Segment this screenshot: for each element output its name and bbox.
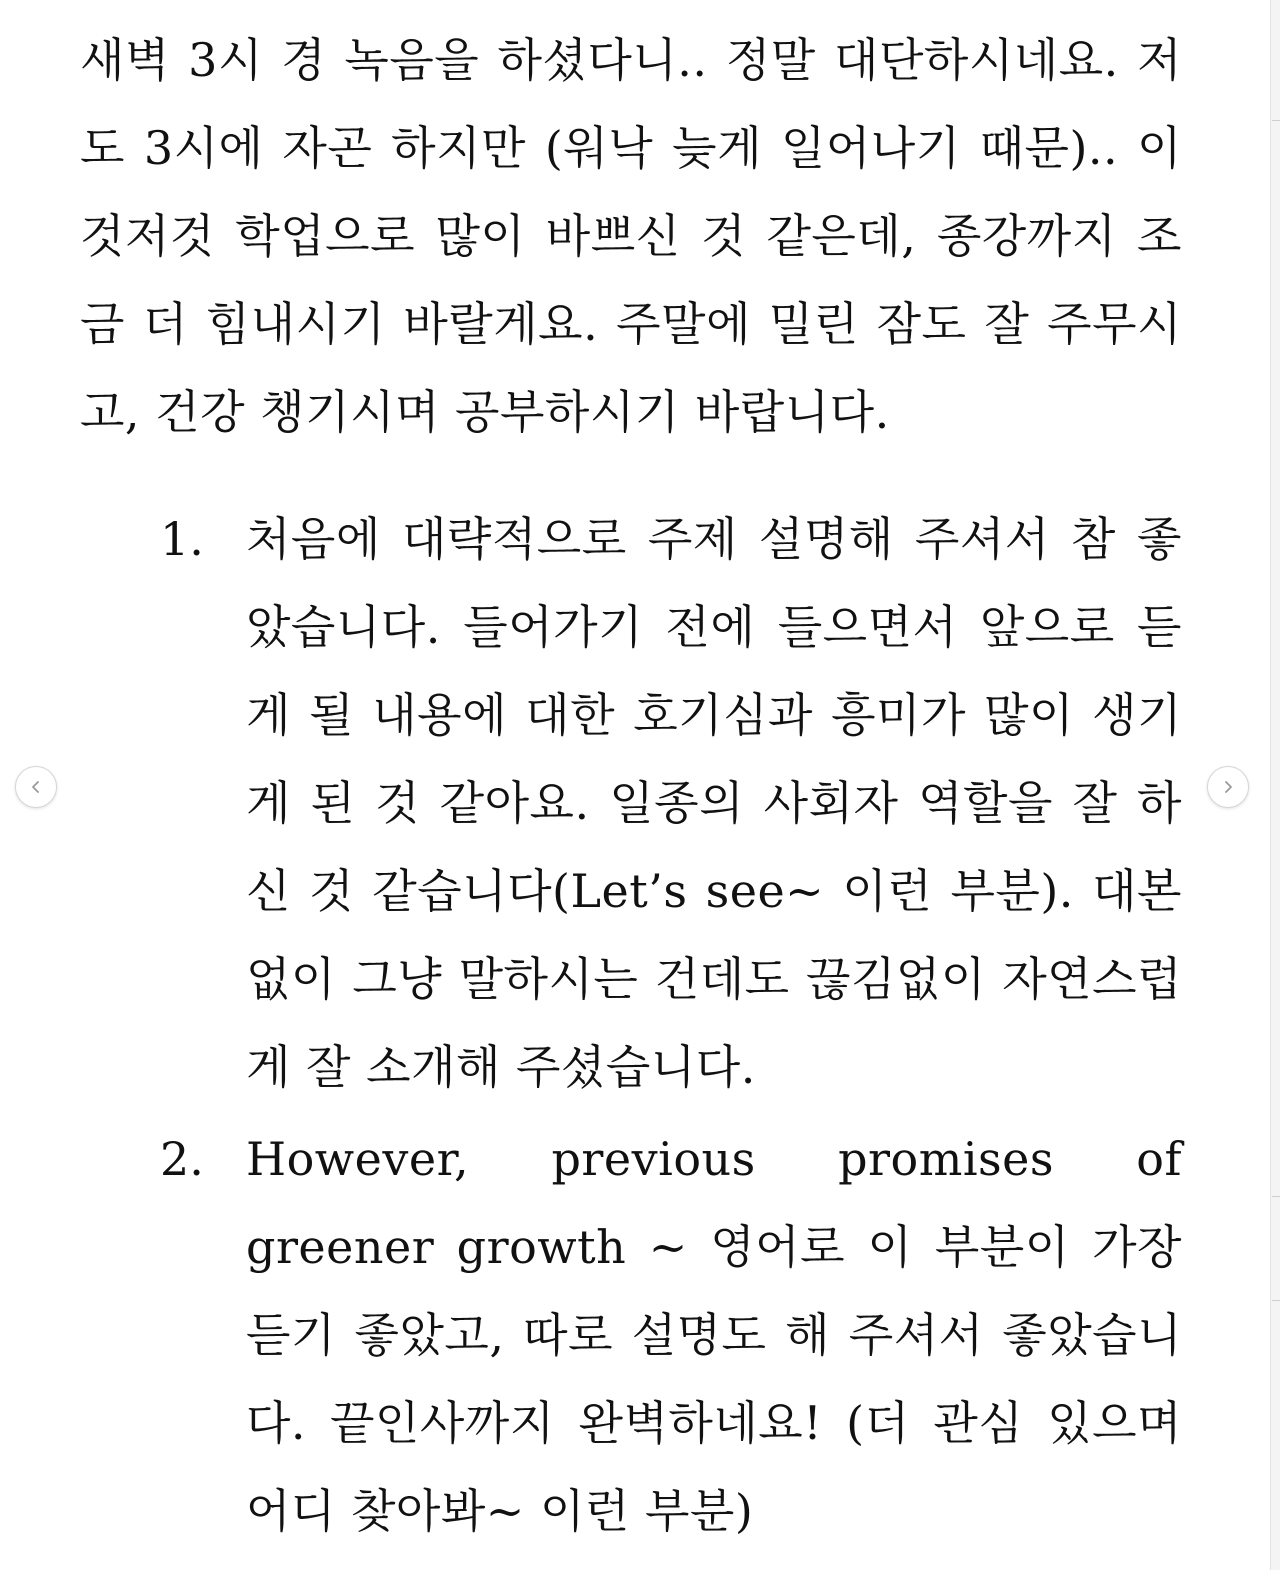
list-item-number: 1. <box>160 512 204 566</box>
edge-divider <box>1272 120 1280 121</box>
numbered-list <box>160 495 1182 1559</box>
list-item <box>160 1115 1182 1555</box>
list-item-text: However, previous promises of greener growth ~ 영어로 이 부분이 가장 듣기 좋았고, 따로 설명도 해 주셔서 좋았습니다. 끝인사까지 완벽하네요! (더 관심 있으며 어디 찾아봐~ 이런 부분) <box>246 1132 1182 1538</box>
edge-divider <box>1272 1196 1280 1197</box>
intro-paragraph: 새벽 3시 경 녹음을 하셨다니.. 정말 대단하시네요. 저도 3시에 자곤 하지만 (워낙 늦게 일어나기 때문).. 이것저것 학업으로 많이 바쁘신 것 같은데, 종강까지 조금 더 힘내시기 바랄게요. 주말에 밀린 잠도 잘 주무시고, 건강 챙기시며 공부하시기 바랍니다. <box>80 33 1182 439</box>
list-item-number: 2. <box>160 1132 204 1186</box>
list-item <box>160 495 1182 1111</box>
chevron-left-icon <box>29 780 43 794</box>
list-item-text: 처음에 대략적으로 주제 설명해 주셔서 참 좋았습니다. 들어가기 전에 들으면서 앞으로 듣게 될 내용에 대한 호기심과 흥미가 많이 생기게 된 것 같아요. 일종의 사회자 역할을 잘 하신 것 같습니다(Let’s see~ 이런 부분). 대본 없이 그냥 말하시는 건데도 끊김없이 자연스럽게 잘 소개해 주셨습니다. <box>246 512 1182 1094</box>
chevron-right-icon <box>1221 780 1235 794</box>
next-slide-button[interactable] <box>1207 766 1249 808</box>
adjacent-slide-edge <box>1270 0 1280 1570</box>
previous-slide-button[interactable] <box>15 766 57 808</box>
edge-divider <box>1272 1300 1280 1301</box>
